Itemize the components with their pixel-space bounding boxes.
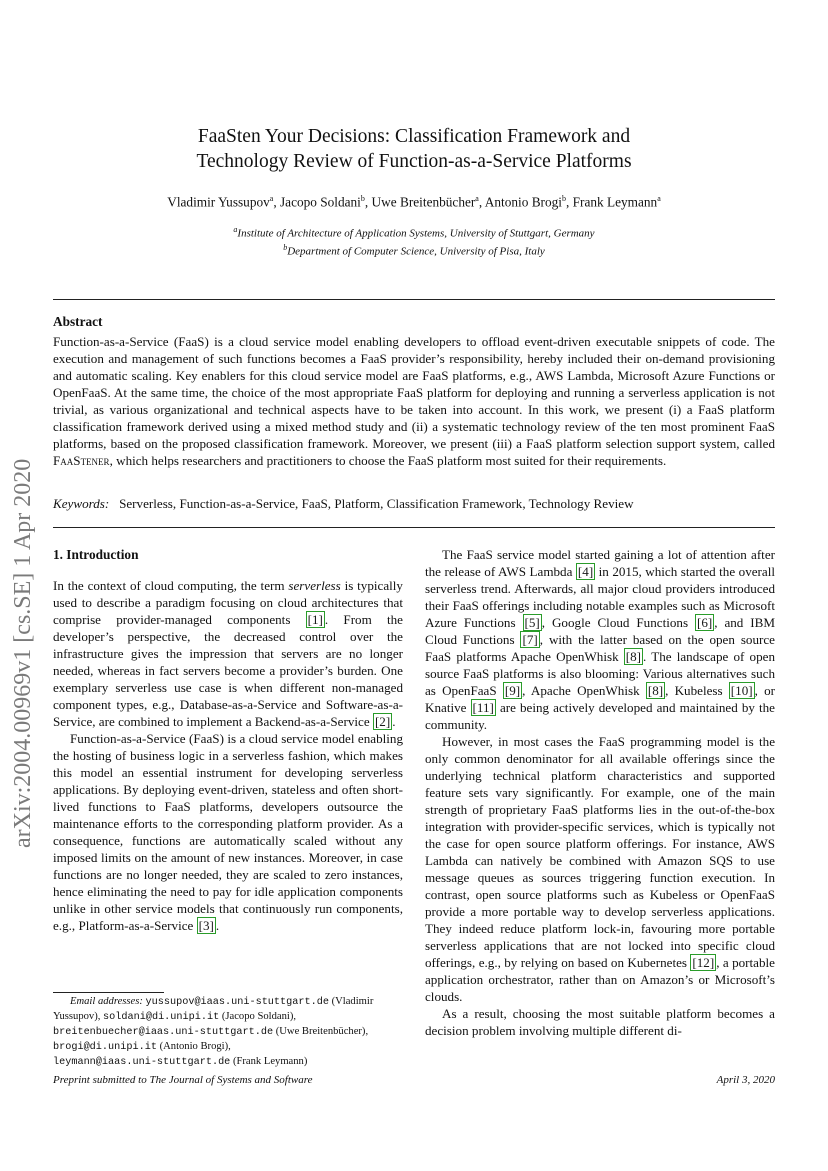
author-affil-mark: a <box>475 194 479 203</box>
citation-link[interactable]: [5] <box>524 615 540 630</box>
footnote-label: Email addresses: <box>70 996 143 1007</box>
title-line-1: FaaSten Your Decisions: Classification Framework and <box>197 126 631 147</box>
affiliation: $^a$Institute of Architecture of Application Systems, University of Stuttgart, Germany <box>233 225 595 240</box>
affiliation: $^b$Department of Computer Science, University of Pisa, Italy <box>283 243 545 258</box>
arxiv-stamp-text: arXiv:2004.00969v1 [cs.SE] 1 Apr 2020 <box>10 458 36 848</box>
keywords-label: Keywords: <box>53 496 110 511</box>
author-affil-mark: b <box>360 194 365 203</box>
title-line-2: Technology Review of Function-as-a-Service Platforms <box>196 151 632 172</box>
footnote: Email addresses: yussupov@iaas.uni-stuttgart.de (Vladimir Yussupov), soldani@di.unipi.it (Jacopo Soldani), breitenbuecher@iaas.uni-stuttgart.de (Uwe Breitenbücher), brogi@di.unipi.it (Antonio Brogi), leymann@iaas.uni-stuttgart.de (Frank Leymann) <box>53 996 374 1068</box>
email-link[interactable]: yussupov@iaas.uni-stuttgart.de <box>145 997 329 1008</box>
abstract-rule <box>53 527 775 528</box>
author-affil-mark: a <box>657 194 661 203</box>
paragraph: However, in most cases the FaaS programming model is the only common denominator for all available offerings since the underlying technical platform characteristics and supported feature sets vary significantly. For example, one of the main strength of proprietary FaaS platforms lies in the out-of-the-box integration with provider-specific services, which is typically not the case for open source platform offerings. For instance, AWS Lambda can natively be combined with Amazon SQS to use message queues as sources triggering function execution. In contrast, open source platforms such as Kubeless or OpenFaaS provide a more portable way to develop serverless applications. They indeed reduce platform lock-in, favouring more portable serverless applications that are not locked into specific cloud offerings, e.g., by relying on based on Kubernetes [12] , a portable application orchestrator, rather than on Amazon’s or Microsoft’s clouds. <box>425 734 775 1004</box>
left-column <box>53 546 403 934</box>
paragraph: Function-as-a-Service (FaaS) is a cloud service model enabling the hosting of business logic in a serverless fashion, which makes this model an essential instrument for developing serverless applications. By deploying event-driven, stateless and often short-lived functions to FaaS platforms, developers outsource the maintenance efforts to the corresponding platform provider. As a consequence, functions are automatically scaled without any imposed limits on the amount of new instances. Moreover, in case functions are no longer needed, they are scaled to zero instances, hence eliminating the need to pay for idle application components unlike in other service models that continuously run components, e.g., Platform-as-a-Service [3] . <box>53 731 403 933</box>
paragraph: The FaaS service model started gaining a lot of attention after the release of AWS Lambda [4] in 2015, which started the overall serverless trend. Afterwards, all major cloud providers introduced their FaaS offerings including notable examples such as Microsoft Azure Functions [5] , Google Cloud Functions [6] , and IBM Cloud Functions [7] , with the latter based on the open source FaaS platforms Apache OpenWhisk [8] . The landscape of open source FaaS platforms is also blooming: Various alternatives such as OpenFaaS [9] , Apache OpenWhisk [8] , Kubeless [10] , or Knative [11] are being actively developed and maintained by the community. <box>425 547 776 732</box>
citation-link[interactable]: [8] <box>625 649 642 664</box>
footnote-rule <box>53 992 164 993</box>
author: Uwe Breitenbücher <box>371 194 476 210</box>
citation-link[interactable]: [7] <box>522 632 538 647</box>
citation-link[interactable]: [10] <box>730 683 753 698</box>
author-affil-mark: b <box>561 194 566 203</box>
email-link[interactable]: soldani@di.unipi.it <box>103 1011 220 1023</box>
affiliations <box>0 223 828 259</box>
citation-link[interactable]: [3] <box>198 918 214 933</box>
citation-link[interactable]: [6] <box>696 615 713 630</box>
email-link[interactable]: leymann@iaas.uni-stuttgart.de <box>53 1056 231 1068</box>
email-link[interactable]: breitenbuecher@iaas.uni-stuttgart.de <box>53 1026 274 1038</box>
author: Frank Leymann <box>572 194 658 210</box>
author: Jacopo Soldani <box>280 194 361 210</box>
keywords <box>53 496 634 512</box>
paragraph: In the context of cloud computing, the term serverless is typically used to describe a paradigm focusing on cloud architectures that comprise provider-managed components [1] . From the developer’s perspective, the decreased control over the infrastructure gives the impression that servers are no longer needed, whereas in fact servers become a provider’s burden. One exemplary serverless use case is when different non-managed component types, e.g., Database-as-a-Service and Software-as-a-Service, are combined to implement a Backend-as-a-Service [2] . <box>53 578 403 729</box>
email-link[interactable]: brogi@di.unipi.it <box>53 1041 157 1053</box>
citation-link[interactable]: [2] <box>374 714 391 729</box>
paper-title <box>0 124 828 174</box>
top-rule <box>53 299 775 300</box>
footer-date: April 3, 2020 <box>716 1074 775 1086</box>
author-list: Vladimir Yussupov$^a$, Jacopo Soldani$^b$, Uwe Breitenbücher$^a$, Antonio Brogi$^b$, Frank Leymann$^a$ <box>167 194 661 210</box>
citation-link[interactable]: [1] <box>307 612 323 627</box>
abstract-body: Function-as-a-Service (FaaS) is a cloud service model enabling developers to offload event-driven executable snippets of code. The execution and management of such functions becomes a FaaS provider’s responsibility, hereby included their on-demand provisioning and automatic scaling. Key enablers for this cloud service model are FaaS platforms, e.g., AWS Lambda, Microsoft Azure Functions or OpenFaaS. At the same time, the choice of the most appropriate FaaS platform for deploying and running a serverless application is not trivial, as various organizational and technical aspects have to be taken into account. In this work, we present (i) a FaaS platform classification framework derived using a mixed method study and (ii) a systematic technology review of the ten most prominent FaaS platforms, based on the proposed classification framework. Moreover, we present (iii) a FaaS platform selection support system, called FaaStener, which helps researchers and practitioners to choose the FaaS platform most suited for their requirements. <box>53 334 775 468</box>
abstract-heading: Abstract <box>53 314 103 329</box>
author-affil-mark: a <box>269 194 274 203</box>
citation-link[interactable]: [4] <box>577 564 594 579</box>
keywords-list: Serverless, Function-as-a-Service, FaaS, Platform, Classification Framework, Technology Review <box>119 496 634 511</box>
section-heading: 1. Introduction <box>53 547 139 562</box>
arxiv-stamp <box>6 378 40 848</box>
citation-link[interactable]: [8] <box>647 683 664 698</box>
right-column <box>425 546 775 1039</box>
footer-journal: Preprint submitted to The Journal of Systems and Software <box>53 1074 313 1086</box>
paragraph: As a result, choosing the most suitable platform becomes a decision problem involving multiple different di- <box>425 1006 775 1038</box>
author: Vladimir Yussupov <box>167 194 270 210</box>
tool-name: FaaStener <box>53 453 110 468</box>
citation-link[interactable]: [12] <box>692 955 715 970</box>
citation-link[interactable]: [9] <box>504 683 521 698</box>
author: Antonio Brogi <box>484 194 562 210</box>
citation-link[interactable]: [11] <box>472 700 494 715</box>
